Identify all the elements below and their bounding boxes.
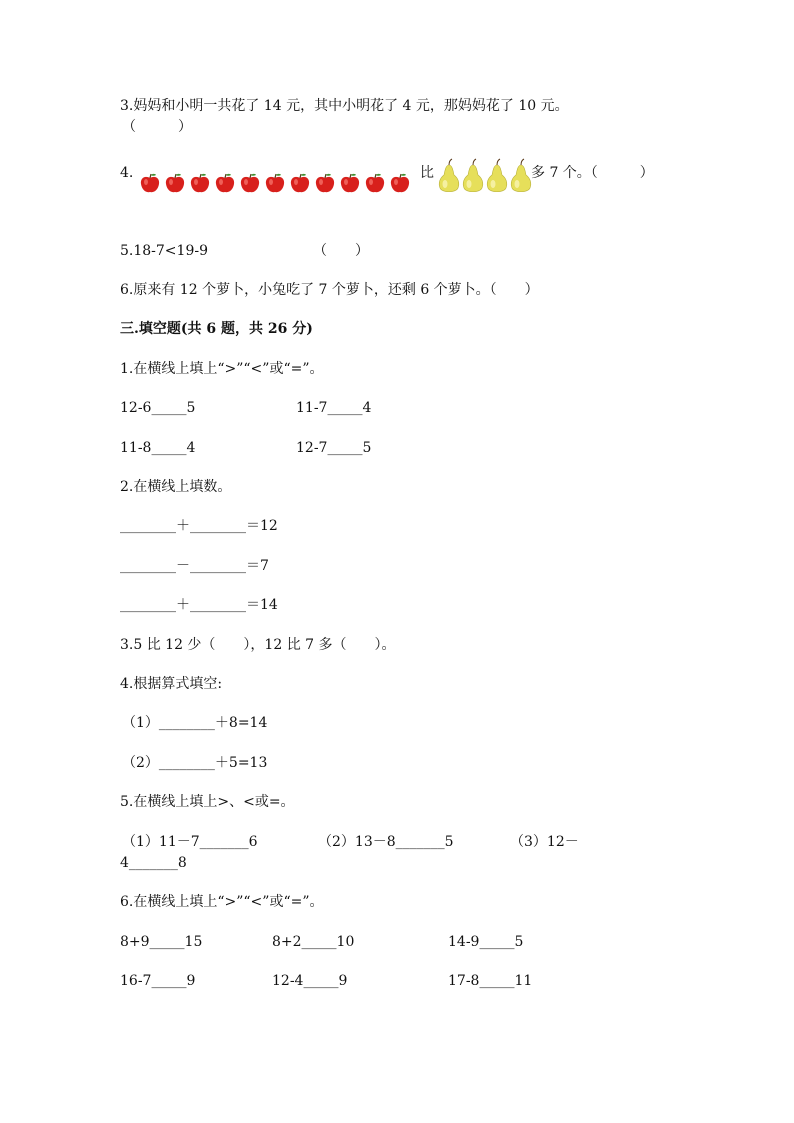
f5-part-c-cont: 4_______8 [120, 855, 187, 871]
pear-icon [485, 158, 509, 194]
f4-prompt: 4.根据算式填空: [120, 676, 223, 692]
section-title: 三.填空题(共 6 题，共 26 分) [120, 321, 313, 337]
f1-prompt: 1.在横线上填上“>”“<”或“=”。 [120, 361, 324, 377]
f6-prompt: 6.在横线上填上“>”“<”或“=”。 [120, 894, 324, 910]
q4-bi: 比 [420, 165, 434, 181]
f3-text: 3.5 比 12 少（ ），12 比 7 多（ ）。 [120, 637, 396, 653]
apple-icon [364, 172, 386, 194]
f1-item: 12-6_____5 [120, 400, 196, 416]
pear-row [437, 158, 533, 194]
apple-icon [164, 172, 186, 194]
q4-number: 4. [120, 165, 134, 181]
apple-icon [289, 172, 311, 194]
f6-item: 12-4_____9 [272, 973, 348, 989]
f6-item: 14-9_____5 [448, 934, 524, 950]
pear-icon [461, 158, 485, 194]
apple-icon [264, 172, 286, 194]
f2-row: ________＋________＝12 [120, 518, 278, 534]
q6-text: 6.原来有 12 个萝卜，小兔吃了 7 个萝卜，还剩 6 个萝卜。（ ） [120, 282, 539, 298]
apple-icon [214, 172, 236, 194]
f1-item: 11-8_____4 [120, 440, 196, 456]
f4-row: （1）________＋8=14 [122, 715, 268, 731]
apple-icon [239, 172, 261, 194]
f6-item: 17-8_____11 [448, 973, 533, 989]
apple-row [139, 172, 414, 194]
f5-part-a: （1）11－7_______6 [122, 834, 258, 850]
f5-prompt: 5.在横线上填上>、<或=。 [120, 794, 295, 810]
apple-icon [389, 172, 411, 194]
f6-item: 8+2_____10 [272, 934, 355, 950]
f5-part-c: （3）12－ [510, 834, 579, 850]
f2-row: ________－________＝7 [120, 558, 269, 574]
f6-item: 8+9_____15 [120, 934, 203, 950]
f5-part-b: （2）13－8_______5 [318, 834, 454, 850]
f4-row: （2）________＋5=13 [122, 755, 268, 771]
f1-item: 11-7_____4 [296, 400, 372, 416]
apple-icon [339, 172, 361, 194]
apple-icon [314, 172, 336, 194]
pear-icon [437, 158, 461, 194]
f2-prompt: 2.在横线上填数。 [120, 479, 232, 495]
f6-item: 16-7_____9 [120, 973, 196, 989]
pear-icon [509, 158, 533, 194]
f2-row: ________＋________＝14 [120, 597, 278, 613]
q3-line1: 3.妈妈和小明一共花了 14 元，其中小明花了 4 元，那妈妈花了 10 元。 [120, 98, 569, 114]
q5-answer-paren: （ ） [313, 243, 369, 259]
apple-icon [139, 172, 161, 194]
q5-text: 5.18-7<19-9 [120, 243, 208, 259]
apple-icon [189, 172, 211, 194]
q4-tail: 多 7 个。（ ） [531, 165, 654, 181]
f1-item: 12-7_____5 [296, 440, 372, 456]
q3-answer-paren: （ ） [122, 119, 192, 135]
